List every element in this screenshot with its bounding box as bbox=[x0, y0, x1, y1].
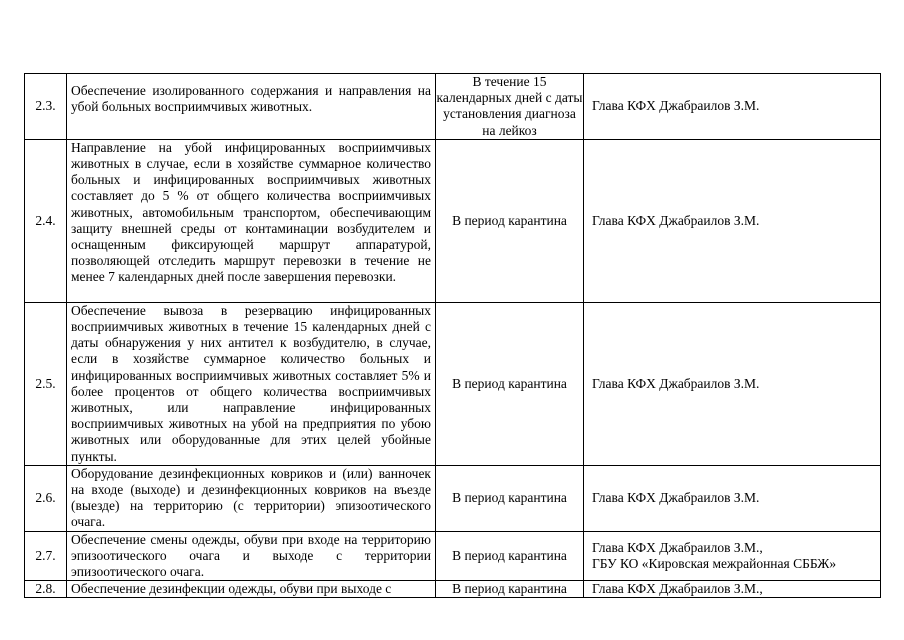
row-number: 2.4. bbox=[25, 139, 67, 302]
responsible-text bbox=[584, 581, 881, 598]
responsible-line: ГБУ КО «Кировская межрайонная СББЖ» bbox=[592, 555, 837, 571]
action-text: Направление на убой инфицированных восприимчивых животных в случае, если в хозяйстве суммарное количество больных и инфицированных восприимчивых животных составляет до 5 % от общего количества восприимчивых животных, автомобильным транспортом, обеспечивающим защиту внешней среды от контаминации возбудителем и оснащенным фиксирующей маршрут аппаратурой, позволяющей отследить маршрут перевозки в течение не менее 7 календарных дней после завершения перевозки. bbox=[67, 139, 436, 302]
responsible-line: Глава КФХ Джабраилов З.М. bbox=[592, 212, 760, 228]
row-number: 2.3. bbox=[25, 74, 67, 140]
responsible-text bbox=[584, 302, 881, 465]
term-text: В течение 15 календарных дней с даты установления диагноза на лейкоз bbox=[436, 74, 583, 138]
responsible-line: Глава КФХ Джабраилов З.М. bbox=[592, 490, 760, 506]
action-text: Оборудование дезинфекционных ковриков и (или) ванночек на входе (выходе) и дезинфекционных ковриков на въезде (выезде) на территорию (с территории) эпизоотического очага. bbox=[67, 465, 436, 531]
row-number: 2.6. bbox=[25, 465, 67, 531]
row-number: 2.8. bbox=[25, 581, 67, 598]
responsible-line: Глава КФХ Джабраилов З.М. bbox=[592, 375, 760, 391]
measures-table bbox=[24, 73, 881, 598]
responsible-text bbox=[584, 139, 881, 302]
responsible-text bbox=[584, 74, 881, 140]
action-text: Обеспечение дезинфекции одежды, обуви при выходе с bbox=[67, 581, 436, 598]
term-text: В период карантина bbox=[436, 581, 584, 598]
table-row bbox=[25, 465, 881, 531]
term-text: В период карантина bbox=[436, 465, 584, 531]
action-text: Обеспечение вывоза в резервацию инфицированных восприимчивых животных в течение 15 календарных дней с даты обнаружения у них антител к возбудителю, в случае, если в хозяйстве суммарное количество больных и инфицированных восприимчивых животных составляет 5% и более процентов от общего количества восприимчивых животных, или направление инфицированных восприимчивых животных на убой на предприятия по убою животных или оборудованные для этих целей убойные пункты. bbox=[67, 302, 436, 465]
table-row bbox=[25, 74, 881, 140]
action-text: Обеспечение смены одежды, обуви при входе на территорию эпизоотического очага и выходе с территории эпизоотического очага. bbox=[67, 531, 436, 581]
table-row bbox=[25, 581, 881, 598]
table-row bbox=[25, 139, 881, 302]
row-number: 2.7. bbox=[25, 531, 67, 581]
term-text: В период карантина bbox=[436, 531, 584, 581]
action-text: Обеспечение изолированного содержания и направления на убой больных восприимчивых животных. bbox=[67, 74, 436, 140]
table-row bbox=[25, 302, 881, 465]
row-number: 2.5. bbox=[25, 302, 67, 465]
responsible-text bbox=[584, 465, 881, 531]
responsible-line: Глава КФХ Джабраилов З.М., bbox=[592, 539, 763, 555]
table-row bbox=[25, 531, 881, 581]
term-text: В период карантина bbox=[436, 139, 584, 302]
responsible-text bbox=[584, 531, 881, 581]
responsible-line: Глава КФХ Джабраилов З.М. bbox=[592, 98, 760, 114]
responsible-line: Глава КФХ Джабраилов З.М., bbox=[592, 581, 763, 597]
term-text: В период карантина bbox=[436, 302, 584, 465]
